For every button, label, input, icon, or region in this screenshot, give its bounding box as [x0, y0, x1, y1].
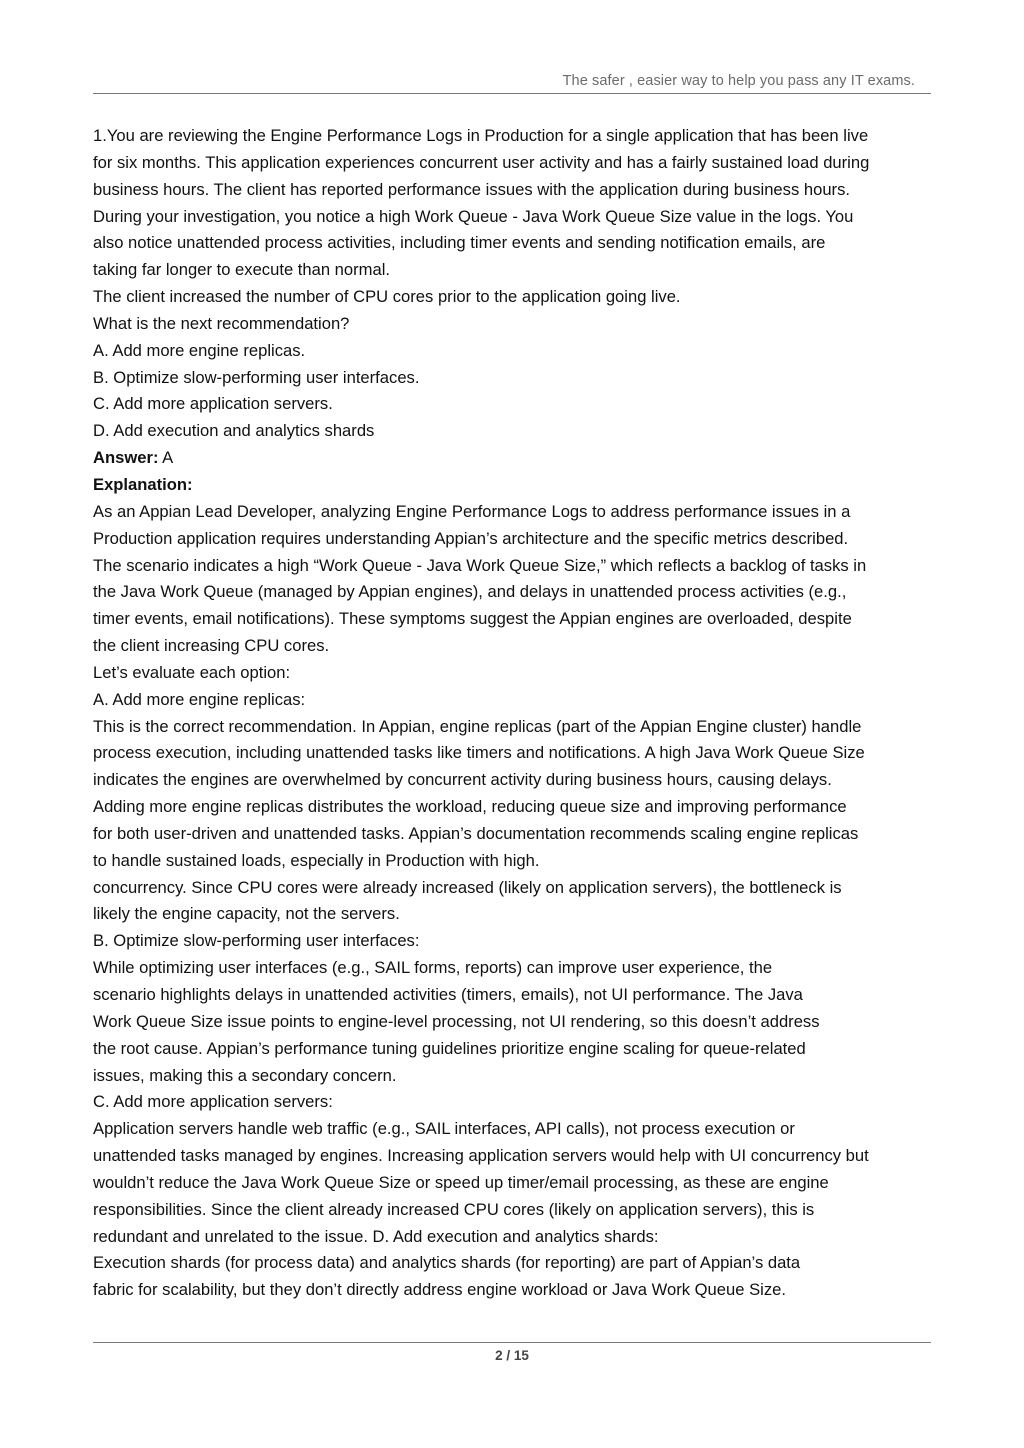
explanation-line: This is the correct recommendation. In Appian, engine replicas (part of the Appian Engine cluster) handle: [93, 716, 862, 736]
explanation-line: indicates the engines are overwhelmed by concurrent activity during business hours, causing delays.: [93, 770, 832, 790]
explanation-line: While optimizing user interfaces (e.g., SAIL forms, reports) can improve user experience, the: [93, 958, 773, 978]
question-line: 1.You are reviewing the Engine Performance Logs in Production for a single application that has been live: [93, 126, 869, 145]
page-number: 2 / 15: [495, 1348, 529, 1363]
header-divider: [93, 93, 931, 94]
explanation-line: responsibilities. Since the client already increased CPU cores (likely on application servers), this is: [93, 1199, 815, 1219]
explanation-line: B. Optimize slow-performing user interfaces:: [93, 931, 420, 951]
answer-line: [93, 445, 938, 472]
option-c: C. Add more application servers.: [93, 394, 333, 414]
answer-value: A: [158, 448, 174, 468]
question-line: What is the next recommendation?: [93, 313, 350, 333]
explanation-line: for both user-driven and unattended tasks. Appian’s documentation recommends scaling engine replicas: [93, 823, 859, 843]
explanation-line: As an Appian Lead Developer, analyzing Engine Performance Logs to address performance issues in a: [93, 501, 851, 521]
question-block: [93, 123, 938, 338]
page-content: [93, 123, 938, 1304]
explanation-line: the root cause. Appian’s performance tuning guidelines prioritize engine scaling for queue-related: [93, 1038, 806, 1058]
explanation-line: C. Add more application servers:: [93, 1092, 333, 1112]
explanation-line: Production application requires understanding Appian’s architecture and the specific metrics described.: [93, 528, 849, 548]
question-line: also notice unattended process activities, including timer events and sending notification emails, are: [93, 233, 826, 253]
explanation-line: the Java Work Queue (managed by Appian engines), and delays in unattended process activities (e.g.,: [93, 582, 847, 602]
explanation-line: unattended tasks managed by engines. Increasing application servers would help with UI concurrency but: [93, 1146, 869, 1166]
explanation-line: timer events, email notifications). These symptoms suggest the Appian engines are overloaded, despite: [93, 609, 852, 629]
explanation-line: redundant and unrelated to the issue. D. Add execution and analytics shards:: [93, 1226, 659, 1246]
explanation-body: [93, 499, 938, 1304]
option-b: B. Optimize slow-performing user interfaces.: [93, 367, 420, 387]
answer-options: [93, 338, 938, 445]
explanation-line: to handle sustained loads, especially in Production with high.: [93, 850, 540, 870]
explanation-line: scenario highlights delays in unattended activities (timers, emails), not UI performance. The Java: [93, 985, 803, 1004]
question-line: business hours. The client has reported performance issues with the application during business hours.: [93, 179, 850, 199]
explanation-line: Application servers handle web traffic (e.g., SAIL interfaces, API calls), not process execution or: [93, 1119, 795, 1139]
explanation-line: issues, making this a secondary concern.: [93, 1065, 397, 1085]
explanation-line: The scenario indicates a high “Work Queue - Java Work Queue Size,” which reflects a backlog of tasks in: [93, 555, 867, 575]
explanation-line: wouldn’t reduce the Java Work Queue Size or speed up timer/email processing, as these are engine: [93, 1172, 829, 1192]
explanation-line: concurrency. Since CPU cores were already increased (likely on application servers), the bottleneck is: [93, 877, 842, 897]
explanation-line: A. Add more engine replicas:: [93, 689, 306, 709]
question-line: for six months. This application experiences concurrent user activity and has a fairly sustained load during: [93, 152, 870, 172]
explanation-line: Work Queue Size issue points to engine-level processing, not UI rendering, so this doesn’t address: [93, 1011, 820, 1031]
question-line: During your investigation, you notice a high Work Queue - Java Work Queue Size value in the logs. You: [93, 206, 854, 226]
question-line: taking far longer to execute than normal.: [93, 260, 391, 280]
option-a: A. Add more engine replicas.: [93, 340, 306, 360]
explanation-heading: Explanation:: [93, 474, 193, 494]
question-line: The client increased the number of CPU cores prior to the application going live.: [93, 287, 681, 307]
answer-label: Answer:: [93, 448, 159, 468]
explanation-line: fabric for scalability, but they don’t directly address engine workload or Java Work Queue Size.: [93, 1280, 786, 1300]
footer-divider: [93, 1342, 931, 1343]
explanation-line: the client increasing CPU cores.: [93, 636, 330, 656]
explanation-line: likely the engine capacity, not the servers.: [93, 904, 400, 924]
option-d: D. Add execution and analytics shards: [93, 421, 375, 441]
explanation-line: process execution, including unattended tasks like timers and notifications. A high Java Work Queue Size: [93, 743, 865, 763]
header-tagline: The safer , easier way to help you pass any IT exams.: [562, 73, 915, 89]
explanation-line: Let’s evaluate each option:: [93, 662, 291, 682]
explanation-line: Execution shards (for process data) and analytics shards (for reporting) are part of Appian’s data: [93, 1253, 801, 1273]
explanation-line: Adding more engine replicas distributes the workload, reducing queue size and improving performance: [93, 797, 847, 817]
